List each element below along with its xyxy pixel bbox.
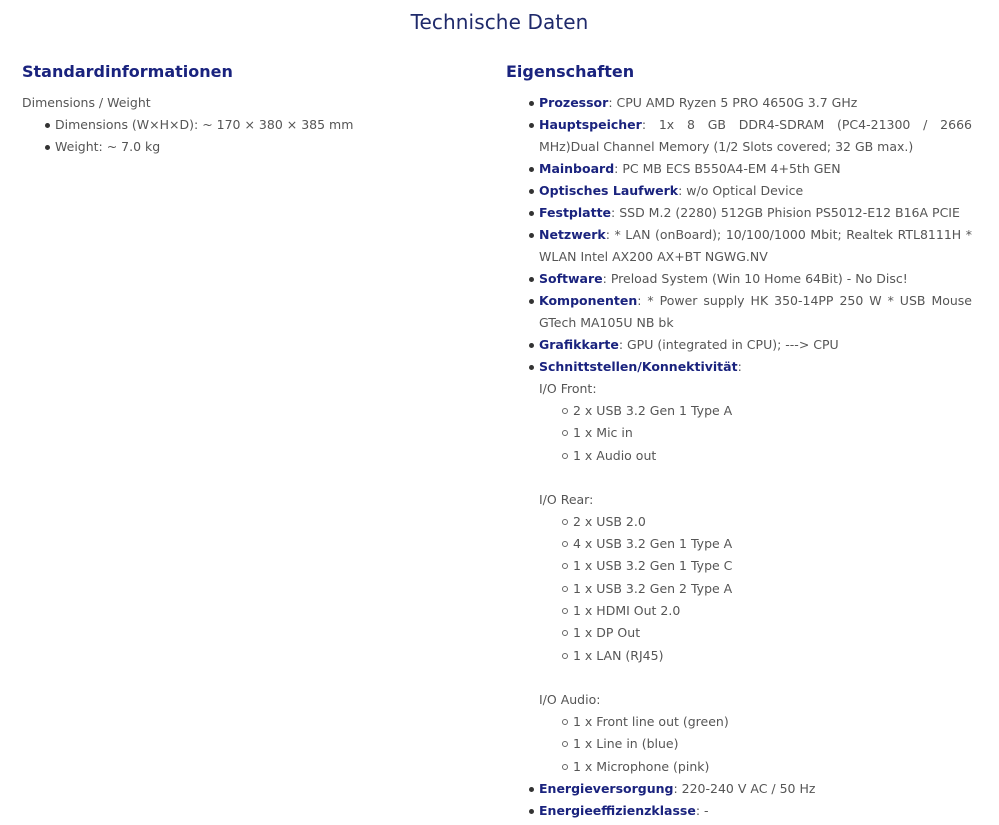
dimensions-list [22, 114, 462, 158]
list-item: 1 x USB 3.2 Gen 2 Type A [539, 578, 972, 600]
spacer [539, 467, 972, 489]
list-item: 1 x HDMI Out 2.0 [539, 600, 972, 622]
list-item: Grafikkarte: GPU (integrated in CPU); ---> CPU [506, 334, 972, 356]
list-item: Festplatte: SSD M.2 (2280) 512GB Phision PS5012-E12 B16A PCIE [506, 202, 972, 224]
section-title-properties: Eigenschaften [506, 62, 635, 81]
list-item: Weight: ~ 7.0 kg [22, 136, 462, 158]
list-item: Hauptspeicher: 1x 8 GB DDR4-SDRAM (PC4-21300 / 2666 MHz)Dual Channel Memory (1/2 Slots covered; 32 GB max.) [506, 114, 972, 158]
list-item-connectivity: Schnittstellen/Konnektivität: I/O Front: 2 x USB 3.2 Gen 1 Type A 1 x Mic in 1 x Audio out I/O Rear: 2 x USB 2.0 4 x USB 3.2 Gen 1 Type A 1 x USB 3.2 Gen 1 Type C 1 x USB 3.2 Gen 2 Type A 1 x HDMI Out 2.0 1 x DP Out 1 x LAN (RJ45) I/O Audio: 1 x Front line out (green) 1 x Line in (blue) 1 x Microphone (pink) [506, 356, 972, 778]
properties-section [506, 60, 972, 822]
page-title: Technische Daten [410, 10, 589, 34]
list-item: Dimensions (W×H×D): ~ 170 × 380 × 385 mm [22, 114, 462, 136]
list-item: 4 x USB 3.2 Gen 1 Type A [539, 533, 972, 555]
io-audio-list [539, 711, 972, 778]
list-item: Energieeffizienzklasse: - [506, 800, 972, 822]
properties-list [506, 92, 972, 822]
list-item: Software: Preload System (Win 10 Home 64Bit) - No Disc! [506, 268, 972, 290]
list-item: Mainboard: PC MB ECS B550A4-EM 4+5th GEN [506, 158, 972, 180]
list-item: 2 x USB 3.2 Gen 1 Type A [539, 400, 972, 422]
section-title-standard: Standardinformationen [22, 62, 233, 81]
list-item: 1 x Front line out (green) [539, 711, 972, 733]
list-item: Energieversorgung: 220-240 V AC / 50 Hz [506, 778, 972, 800]
list-item: Komponenten: * Power supply HK 350-14PP 250 W * USB Mouse GTech MA105U NB bk [506, 290, 972, 334]
spacer [539, 667, 972, 689]
group-label-dimensions: Dimensions / Weight [22, 95, 151, 110]
standard-info-section [22, 60, 462, 158]
list-item: 1 x Mic in [539, 422, 972, 444]
list-item: 1 x USB 3.2 Gen 1 Type C [539, 555, 972, 577]
io-audio-label: I/O Audio: [539, 691, 601, 707]
list-item: 2 x USB 2.0 [539, 511, 972, 533]
io-front-label: I/O Front: [539, 381, 597, 396]
list-item: Optisches Laufwerk: w/o Optical Device [506, 180, 972, 202]
list-item: 1 x Audio out [539, 445, 972, 467]
list-item: Prozessor: CPU AMD Ryzen 5 PRO 4650G 3.7 GHz [506, 92, 972, 114]
list-item: 1 x Line in (blue) [539, 733, 972, 755]
io-rear-list [539, 511, 972, 667]
list-item: 1 x Microphone (pink) [539, 756, 972, 778]
list-item: 1 x DP Out [539, 622, 972, 644]
list-item: 1 x LAN (RJ45) [539, 645, 972, 667]
list-item: Netzwerk: * LAN (onBoard); 10/100/1000 Mbit; Realtek RTL8111H * WLAN Intel AX200 AX+BT NGWG.NV [506, 224, 972, 268]
io-rear-label: I/O Rear: [539, 491, 594, 507]
io-front-list [539, 400, 972, 467]
